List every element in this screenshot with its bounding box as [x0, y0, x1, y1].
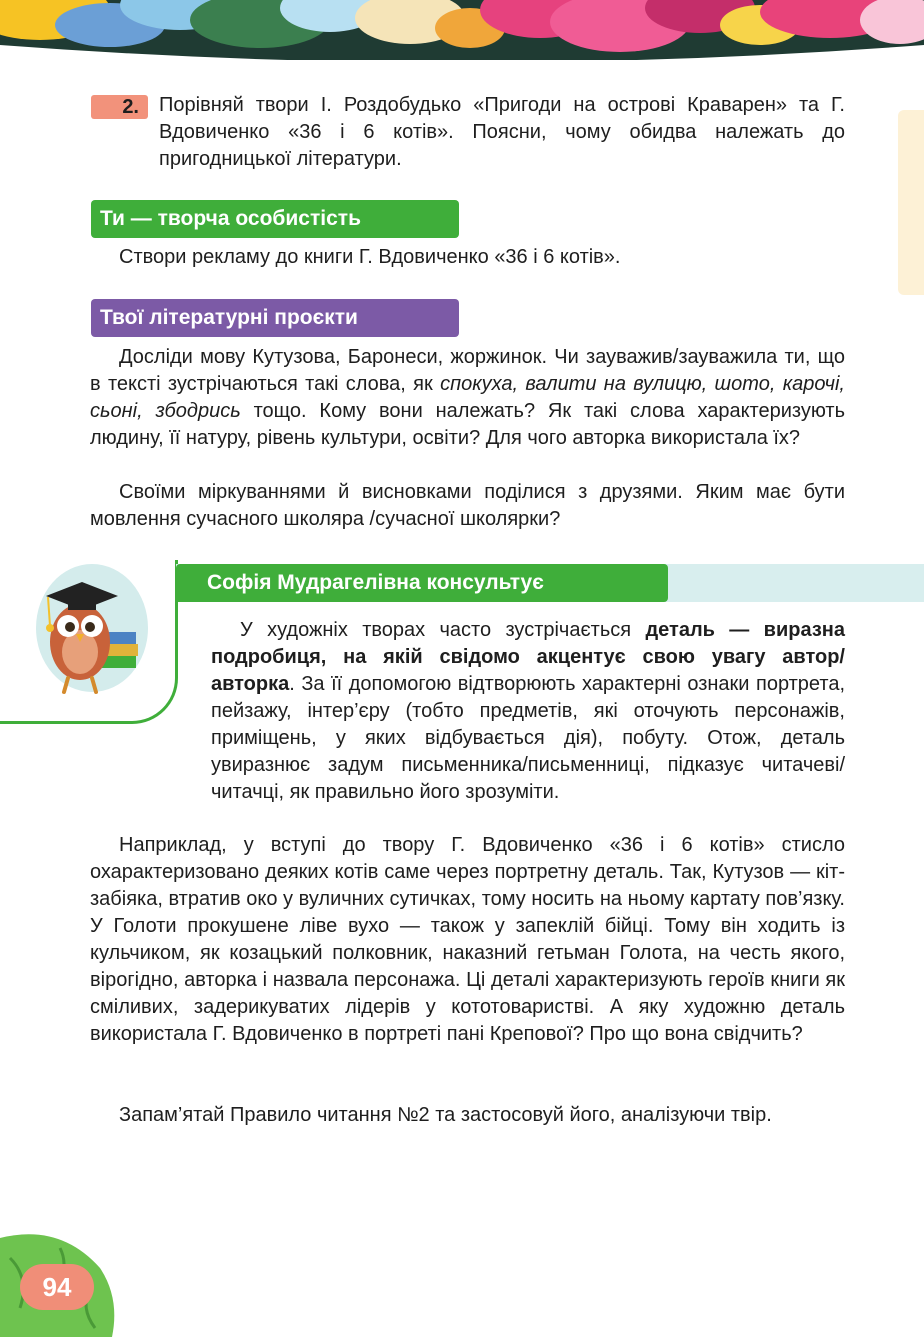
- creative-heading: Ти — творча особистість: [91, 200, 459, 238]
- creative-text: Створи рекламу до книги Г. Вдовиченко «36 і 6 котів».: [119, 246, 621, 268]
- consult-p1-start: У художніх творах часто зустрічається: [240, 619, 646, 641]
- projects-p1-end: тощо. Кому вони належать? Як такі слова характеризують людину, її натуру, рівень культури, освіти? Для чого авторка використала їх?: [90, 400, 846, 449]
- projects-heading: Твої літературні проєкти: [91, 299, 459, 337]
- side-tab-decoration: [898, 110, 924, 295]
- task-text: Порівняй твори І. Роздобудько «Пригоди на острові Краварен» та Г. Вдовиченко «36 і 6 котів». Поясни, чому обидва належать до пригодницької літератури.: [159, 94, 845, 170]
- task-number: 2.: [122, 96, 139, 118]
- consult-heading: Софія Мудрагелівна консультує: [176, 564, 668, 602]
- owl-teacher-icon: [30, 560, 160, 700]
- consult-p1-end: . За її допомогою відтворюють характерні ознаки портрета, пейзажу, інтер’єру (тобто предметів, які оточують персонажів, приміщень, у яких відбувається дія), побуту. Отож, деталь увиразнює задум письменника/письменниці, підказує читачеві/читачці, як правильно його зрозуміти.: [211, 673, 845, 803]
- body-paragraph-2: Запам’ятай Правило читання №2 та застосовуй його, аналізуючи твір.: [119, 1104, 772, 1126]
- page-number: 94: [20, 1264, 94, 1310]
- projects-p1-italic: спокуха, валити на вулицю, шото, карочі, сьоні, збодрись: [90, 373, 845, 422]
- task-number-badge: [91, 95, 148, 119]
- body-paragraph-1: Наприклад, у вступі до твору Г. Вдовиченко «36 і 6 котів» стисло охарактеризовано деяких котів саме через портретну деталь. Так, Кутузов — кіт-забіяка, втратив око у вуличних сутичках, тому носить на ньому картату пов’язку. У Голоти прокушене ліве вухо — також у запеклій бійці. Тому він ходить із кульчиком, як козацький полковник, наказний гетьман Голота, на честь якого, вірогідно, авторка і назвала персонажа. Ці деталі характеризують героїв книги як сміливих, задерикуватих лідерів у кототоваристві. А яку художню деталь використала Г. Вдовиченко в портреті пані Крепової? Про що вона свідчить?: [90, 834, 845, 1045]
- projects-p1-start: Досліди мову Кутузова, Баронеси, жоржинок. Чи зауважив/зауважила ти, що в тексті зустрічаються такі слова, як: [90, 346, 845, 395]
- consult-paragraph: [211, 617, 845, 806]
- projects-paragraph-1: [90, 344, 845, 452]
- flowers-banner-image: [0, 0, 924, 60]
- consult-p1-bold: деталь — виразна подробиця, на якій свідомо акцентує свою увагу автор/авторка: [211, 619, 845, 695]
- projects-paragraph-2: Своїми міркуваннями й висновками поділися з друзями. Яким має бути мовлення сучасного школяра /сучасної школярки?: [90, 481, 845, 530]
